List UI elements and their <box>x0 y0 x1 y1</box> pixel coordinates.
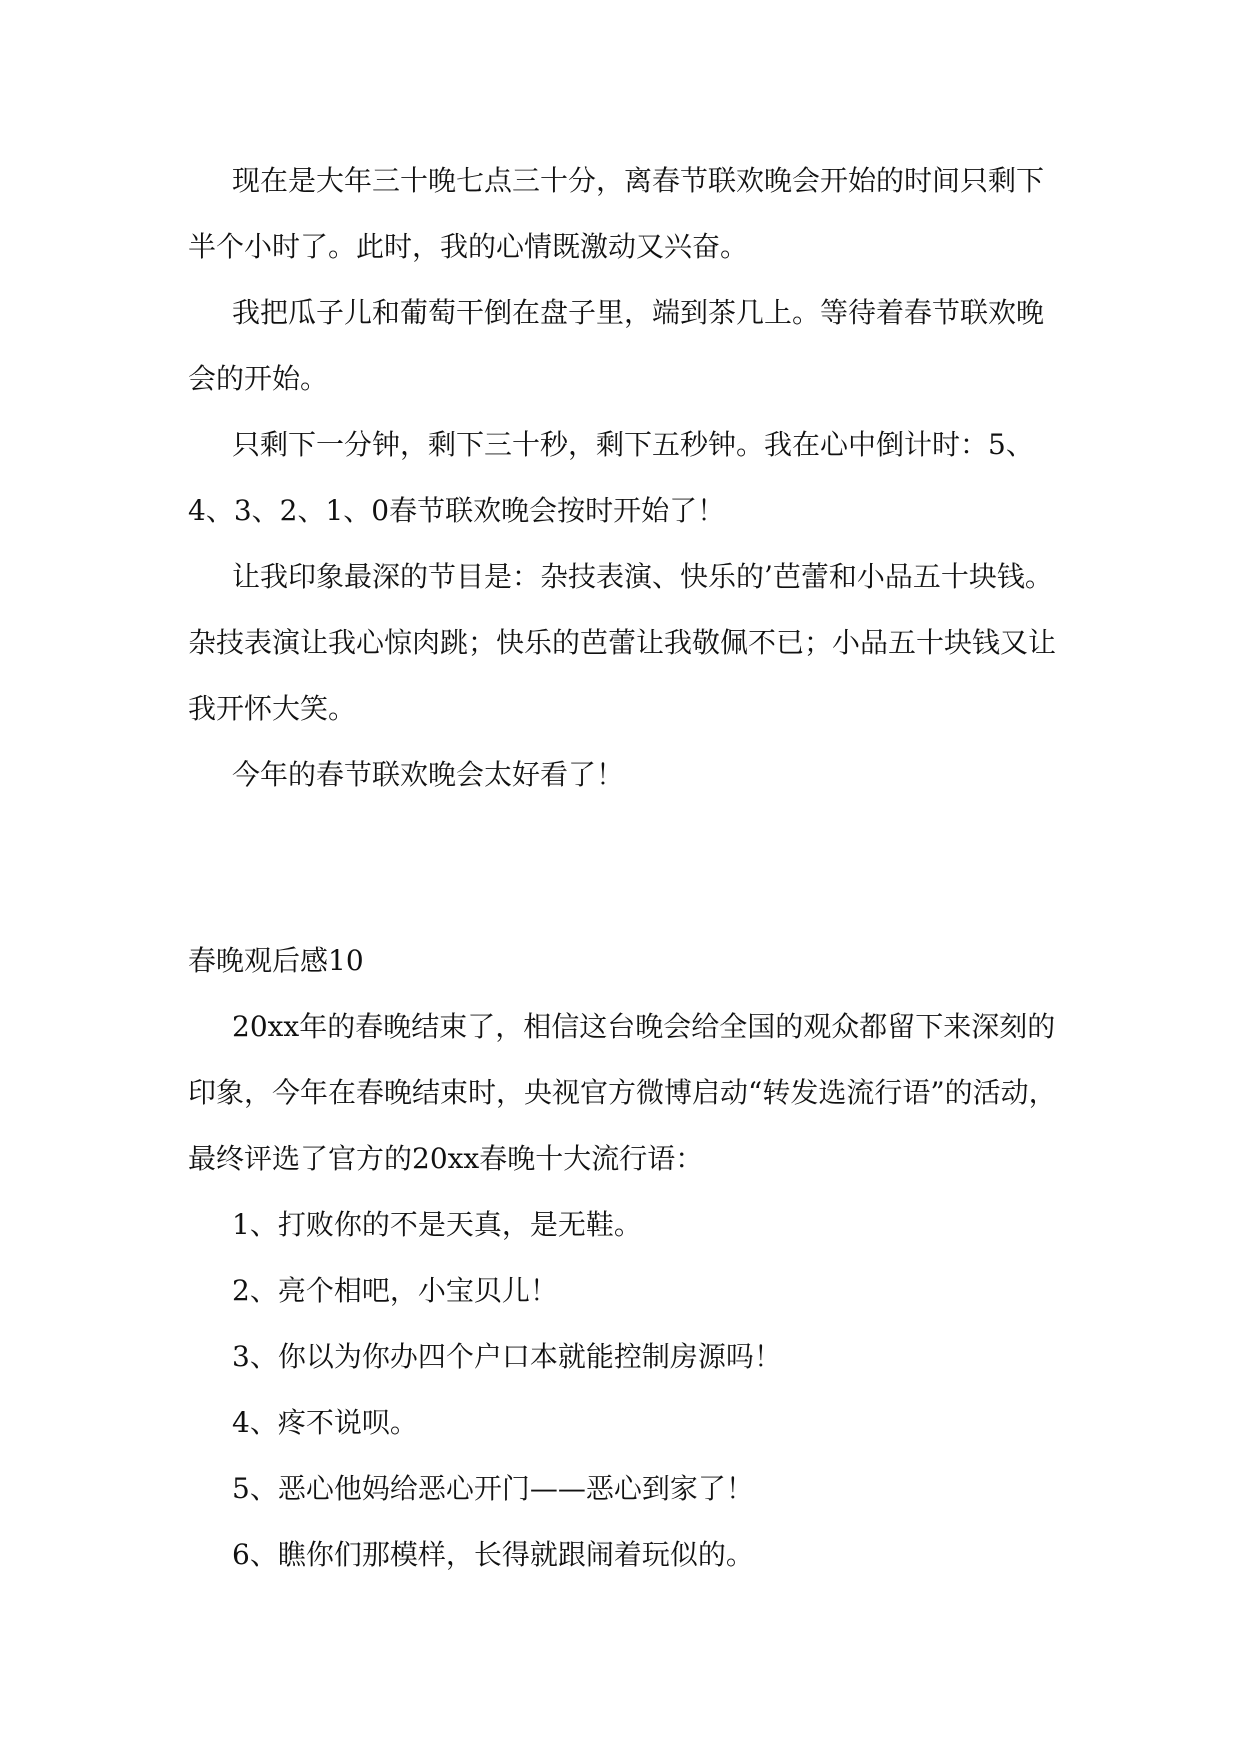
essay-section-1 <box>188 148 1058 808</box>
section-heading: 春晚观后感10 <box>188 944 364 977</box>
paragraph-3: 只剩下一分钟，剩下三十秒，剩下五秒钟。我在心中倒计时：5、4、3、2、1、0春节联欢晚会按时开始了！ <box>188 428 1034 527</box>
essay-section-2 <box>188 928 1058 1588</box>
list-item: 5、恶心他妈给恶心开门——恶心到家了！ <box>232 1472 754 1505</box>
intro-paragraph: 20xx年的春晚结束了，相信这台晚会给全国的观众都留下来深刻的印象，今年在春晚结束时，央视官方微博启动“转发选流行语”的活动，最终评选了官方的20xx春晚十大流行语： <box>188 1010 1057 1175</box>
paragraph-4: 让我印象最深的节目是：杂技表演、快乐的’芭蕾和小品五十块钱。杂技表演让我心惊肉跳；快乐的芭蕾让我敬佩不已；小品五十块钱又让我开怀大笑。 <box>188 560 1057 725</box>
paragraph-2: 我把瓜子儿和葡萄干倒在盘子里，端到茶几上。等待着春节联欢晚会的开始。 <box>188 296 1045 395</box>
list-item: 2、亮个相吧，小宝贝儿！ <box>232 1274 558 1307</box>
paragraph-5: 今年的春节联欢晚会太好看了！ <box>232 758 625 791</box>
list-item: 1、打败你的不是天真，是无鞋。 <box>232 1208 642 1241</box>
list-item: 6、瞧你们那模样，长得就跟闹着玩似的。 <box>232 1538 754 1571</box>
list-item: 4、疼不说呗。 <box>232 1406 418 1439</box>
list-item: 3、你以为你办四个户口本就能控制房源吗！ <box>232 1340 782 1373</box>
paragraph-1: 现在是大年三十晚七点三十分，离春节联欢晚会开始的时间只剩下半个小时了。此时，我的心情既激动又兴奋。 <box>188 164 1045 263</box>
